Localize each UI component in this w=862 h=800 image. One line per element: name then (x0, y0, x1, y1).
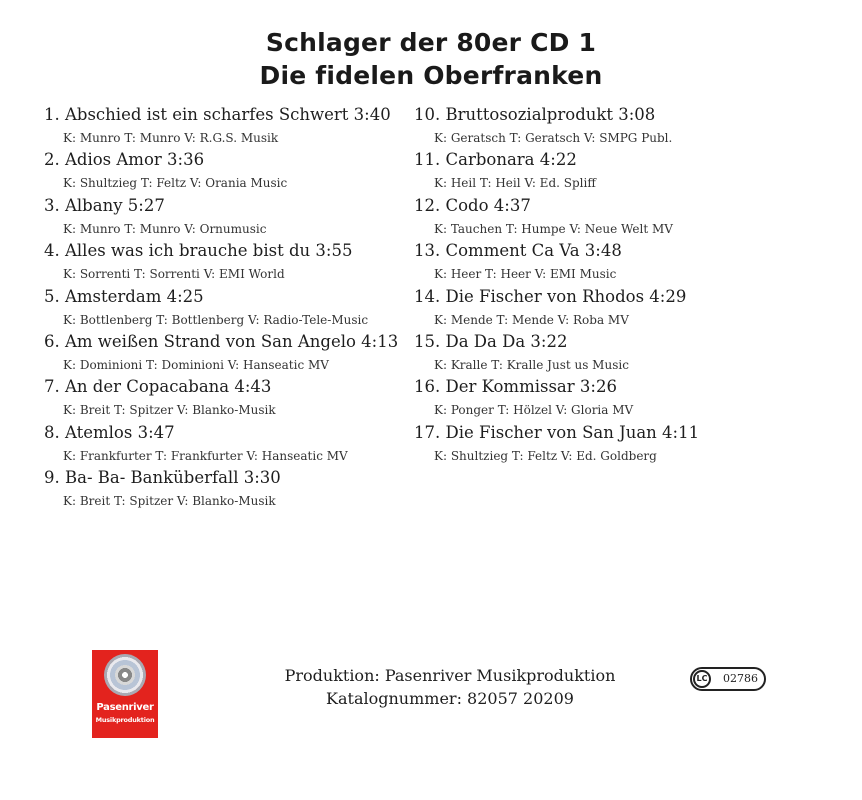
track-credits: K: Shultzieg T: Feltz V: Orania Music (63, 176, 288, 191)
track-item (414, 149, 834, 194)
track-credits: K: Kralle T: Kralle Just us Music (434, 357, 629, 372)
track-credits: K: Heil T: Heil V: Ed. Spliff (434, 176, 596, 191)
artist-title: Die fidelen Oberfranken (259, 61, 603, 90)
track-credits: K: Munro T: Munro V: R.G.S. Musik (63, 131, 279, 145)
track-credits: K: Breit T: Spitzer V: Blanko-Musik (63, 494, 276, 509)
label-logo (92, 650, 158, 738)
lc-mark-icon: LC (693, 670, 711, 688)
catalog-number: Katalognummer: 82057 20209 (326, 689, 574, 708)
track-title: 6. Am weißen Strand von San Angelo 4:13 (44, 331, 399, 351)
track-credits: K: Sorrenti T: Sorrenti V: EMI World (63, 267, 285, 282)
logo-subtitle: Musikproduktion (95, 716, 155, 724)
track-item (414, 240, 834, 285)
track-title: 7. An der Copacabana 4:43 (44, 377, 272, 397)
track-item (414, 286, 834, 331)
track-title: 1. Abschied ist ein scharfes Schwert 3:40 (44, 105, 391, 124)
track-credits: K: Shultzieg T: Feltz V: Ed. Goldberg (434, 448, 657, 463)
track-credits: K: Ponger T: Hölzel V: Gloria MV (434, 403, 634, 418)
track-item (414, 104, 834, 149)
track-title: 11. Carbonara 4:22 (414, 150, 577, 170)
label-code-badge (690, 667, 766, 691)
track-title: 16. Der Kommissar 3:26 (414, 377, 617, 397)
track-credits: K: Munro T: Munro V: Ornumusic (63, 221, 267, 236)
track-item (44, 104, 404, 149)
track-item (44, 240, 404, 285)
track-title: 15. Da Da Da 3:22 (414, 331, 568, 351)
track-item (44, 376, 404, 421)
track-title: 17. Die Fischer von San Juan 4:11 (414, 422, 700, 442)
track-item (414, 195, 834, 240)
track-title: 14. Die Fischer von Rhodos 4:29 (414, 286, 687, 306)
track-title: 12. Codo 4:37 (414, 195, 531, 215)
track-credits: K: Mende T: Mende V: Roba MV (434, 312, 629, 327)
tracklist-left-column (44, 104, 404, 513)
track-title: 13. Comment Ca Va 3:48 (414, 241, 622, 261)
track-item (414, 331, 834, 376)
track-credits: K: Frankfurter T: Frankfurter V: Hanseatic MV (63, 448, 348, 463)
track-item (44, 195, 404, 240)
track-credits: K: Dominioni T: Dominioni V: Hanseatic MV (63, 357, 329, 372)
track-credits: K: Heer T: Heer V: EMI Music (434, 267, 617, 282)
track-title: 5. Amsterdam 4:25 (44, 286, 204, 306)
track-title: 4. Alles was ich brauche bist du 3:55 (44, 241, 353, 261)
track-item (44, 286, 404, 331)
track-title: 3. Albany 5:27 (44, 195, 165, 215)
track-credits: K: Bottlenberg T: Bottlenberg V: Radio-Tele-Music (63, 312, 369, 327)
production-credit: Produktion: Pasenriver Musikproduktion (284, 666, 616, 685)
track-item (44, 467, 404, 512)
track-credits: K: Geratsch T: Geratsch V: SMPG Publ. (434, 131, 673, 145)
track-item (44, 422, 404, 467)
label-code-number: 02786 (723, 672, 758, 685)
track-title: 10. Bruttosozialprodukt 3:08 (414, 105, 656, 124)
track-title: 9. Ba- Ba- Banküberfall 3:30 (44, 468, 281, 488)
track-item (44, 331, 404, 376)
track-item (414, 376, 834, 421)
tracklist-right-column (414, 104, 834, 467)
logo-brand: Pasenriver (96, 702, 154, 713)
track-item (44, 149, 404, 194)
cd-disc-icon (104, 654, 146, 696)
track-title: 2. Adios Amor 3:36 (44, 150, 205, 170)
track-credits: K: Breit T: Spitzer V: Blanko-Musik (63, 403, 276, 418)
track-title: 8. Atemlos 3:47 (44, 422, 175, 442)
track-credits: K: Tauchen T: Humpe V: Neue Welt MV (434, 221, 673, 236)
track-item (414, 422, 834, 467)
album-title: Schlager der 80er CD 1 (265, 28, 597, 57)
